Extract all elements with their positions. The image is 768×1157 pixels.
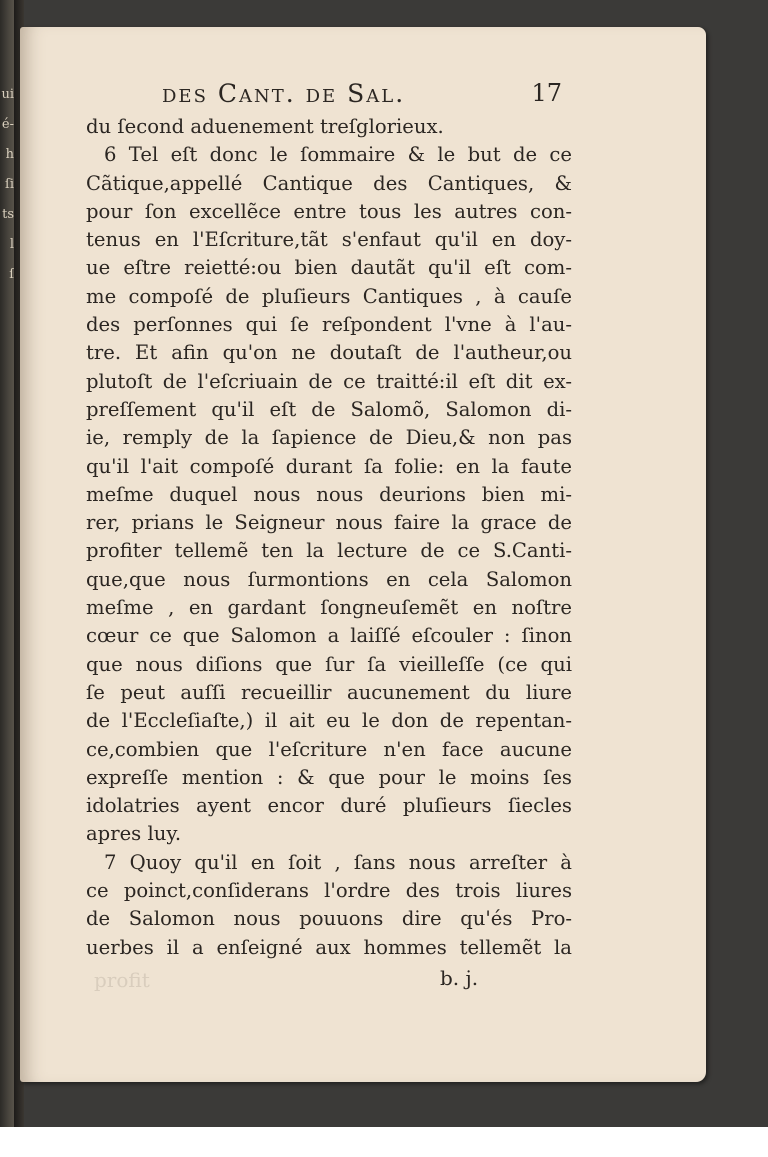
text-line: tenus en l'Eſcriture,tãt s'enfaut qu'il en doy- bbox=[86, 228, 572, 252]
text-line: rer, prians le Seigneur nous faire la grace de bbox=[86, 511, 572, 535]
text-line: pour ſon excellẽce entre tous les autres con- bbox=[86, 199, 572, 223]
bottom-margin bbox=[0, 1127, 768, 1157]
text-line: ie, remply de la ſapience de Dieu,& non pas bbox=[86, 426, 572, 450]
text-line: expreſſe mention : & que pour le moins ſes bbox=[86, 765, 572, 789]
text-line: que nous diſions que ſur ſa vieilleſſe (ce qui bbox=[86, 652, 572, 676]
text-line: ce poinct,conſiderans l'ordre des trois liures bbox=[86, 879, 572, 903]
text-line: meſme , en gardant ſongneuſemẽt en noſtre bbox=[86, 596, 572, 620]
page-number: 17 bbox=[531, 79, 562, 107]
bleed-through-text: profit bbox=[94, 967, 150, 992]
facing-leaf-fragment: l bbox=[9, 237, 14, 252]
facing-leaf-text-fragments bbox=[0, 80, 14, 320]
text-line: idolatries ayent encor duré pluſieurs ſiecles bbox=[86, 794, 572, 818]
text-line: qu'il l'ait compoſé durant ſa folie: en la faute bbox=[86, 454, 572, 478]
text-line: ce,combien que l'eſcriture n'en face aucune bbox=[86, 737, 572, 761]
text-line: Cãtique,appellé Cantique des Cantiques, & bbox=[86, 171, 572, 195]
text-line: cœur ce que Salomon a laiſſé eſcouler : ſinon bbox=[86, 624, 572, 648]
facing-leaf-fragment: ſ bbox=[9, 267, 14, 282]
text-line: 6 Tel eſt donc le ſommaire & le but de ce bbox=[104, 143, 572, 167]
text-line: me compoſé de pluſieurs Cantiques , à cauſe bbox=[86, 284, 572, 308]
text-line: de l'Eccleſiaſte,) il ait eu le don de repentan- bbox=[86, 709, 572, 733]
page-text-area bbox=[86, 79, 572, 998]
text-line: preſſement qu'il eſt de Salomõ, Salomon di- bbox=[86, 397, 572, 421]
book-page bbox=[20, 27, 706, 1082]
page-footer bbox=[86, 966, 572, 998]
text-line: de Salomon nous pouuons dire qu'és Pro- bbox=[86, 907, 572, 931]
facing-leaf-fragment: ui bbox=[1, 87, 14, 102]
text-line: 7 Quoy qu'il en ſoit , ſans nous arreſter à bbox=[104, 850, 572, 874]
running-head bbox=[86, 79, 572, 113]
text-line: tre. Et afin qu'on ne doutaſt de l'autheur,ou bbox=[86, 341, 572, 365]
text-line: meſme duquel nous nous deurions bien mi- bbox=[86, 482, 572, 506]
text-line: uerbes il a enſeigné aux hommes tellemẽt la bbox=[86, 935, 572, 959]
body-text bbox=[86, 113, 572, 962]
facing-leaf-fragment: ts bbox=[2, 207, 14, 222]
text-line: du ſecond aduenement treſglorieux. bbox=[86, 115, 444, 138]
text-line: ue eſtre reietté:ou bien dautãt qu'il eſt com- bbox=[86, 256, 572, 280]
text-line: plutoſt de l'eſcriuain de ce traitté:il eſt dit ex- bbox=[86, 369, 572, 393]
running-title: des Cant. de Sal. bbox=[162, 79, 406, 108]
facing-leaf-fragment: é- bbox=[1, 117, 14, 132]
text-line: que,que nous ſurmontions en cela Salomon bbox=[86, 567, 572, 591]
text-line: profiter tellemẽ ten la lecture de ce S.Canti- bbox=[86, 539, 572, 563]
facing-leaf-fragment: h bbox=[5, 147, 14, 162]
facing-leaf-fragment: ſi bbox=[5, 177, 14, 192]
signature-mark: b. j. bbox=[440, 965, 479, 990]
text-line: ſe peut auſſi recueillir aucunement du liure bbox=[86, 680, 572, 704]
text-line: apres luy. bbox=[86, 822, 182, 846]
text-line: des perſonnes qui ſe reſpondent l'vne à l'au- bbox=[86, 313, 572, 337]
